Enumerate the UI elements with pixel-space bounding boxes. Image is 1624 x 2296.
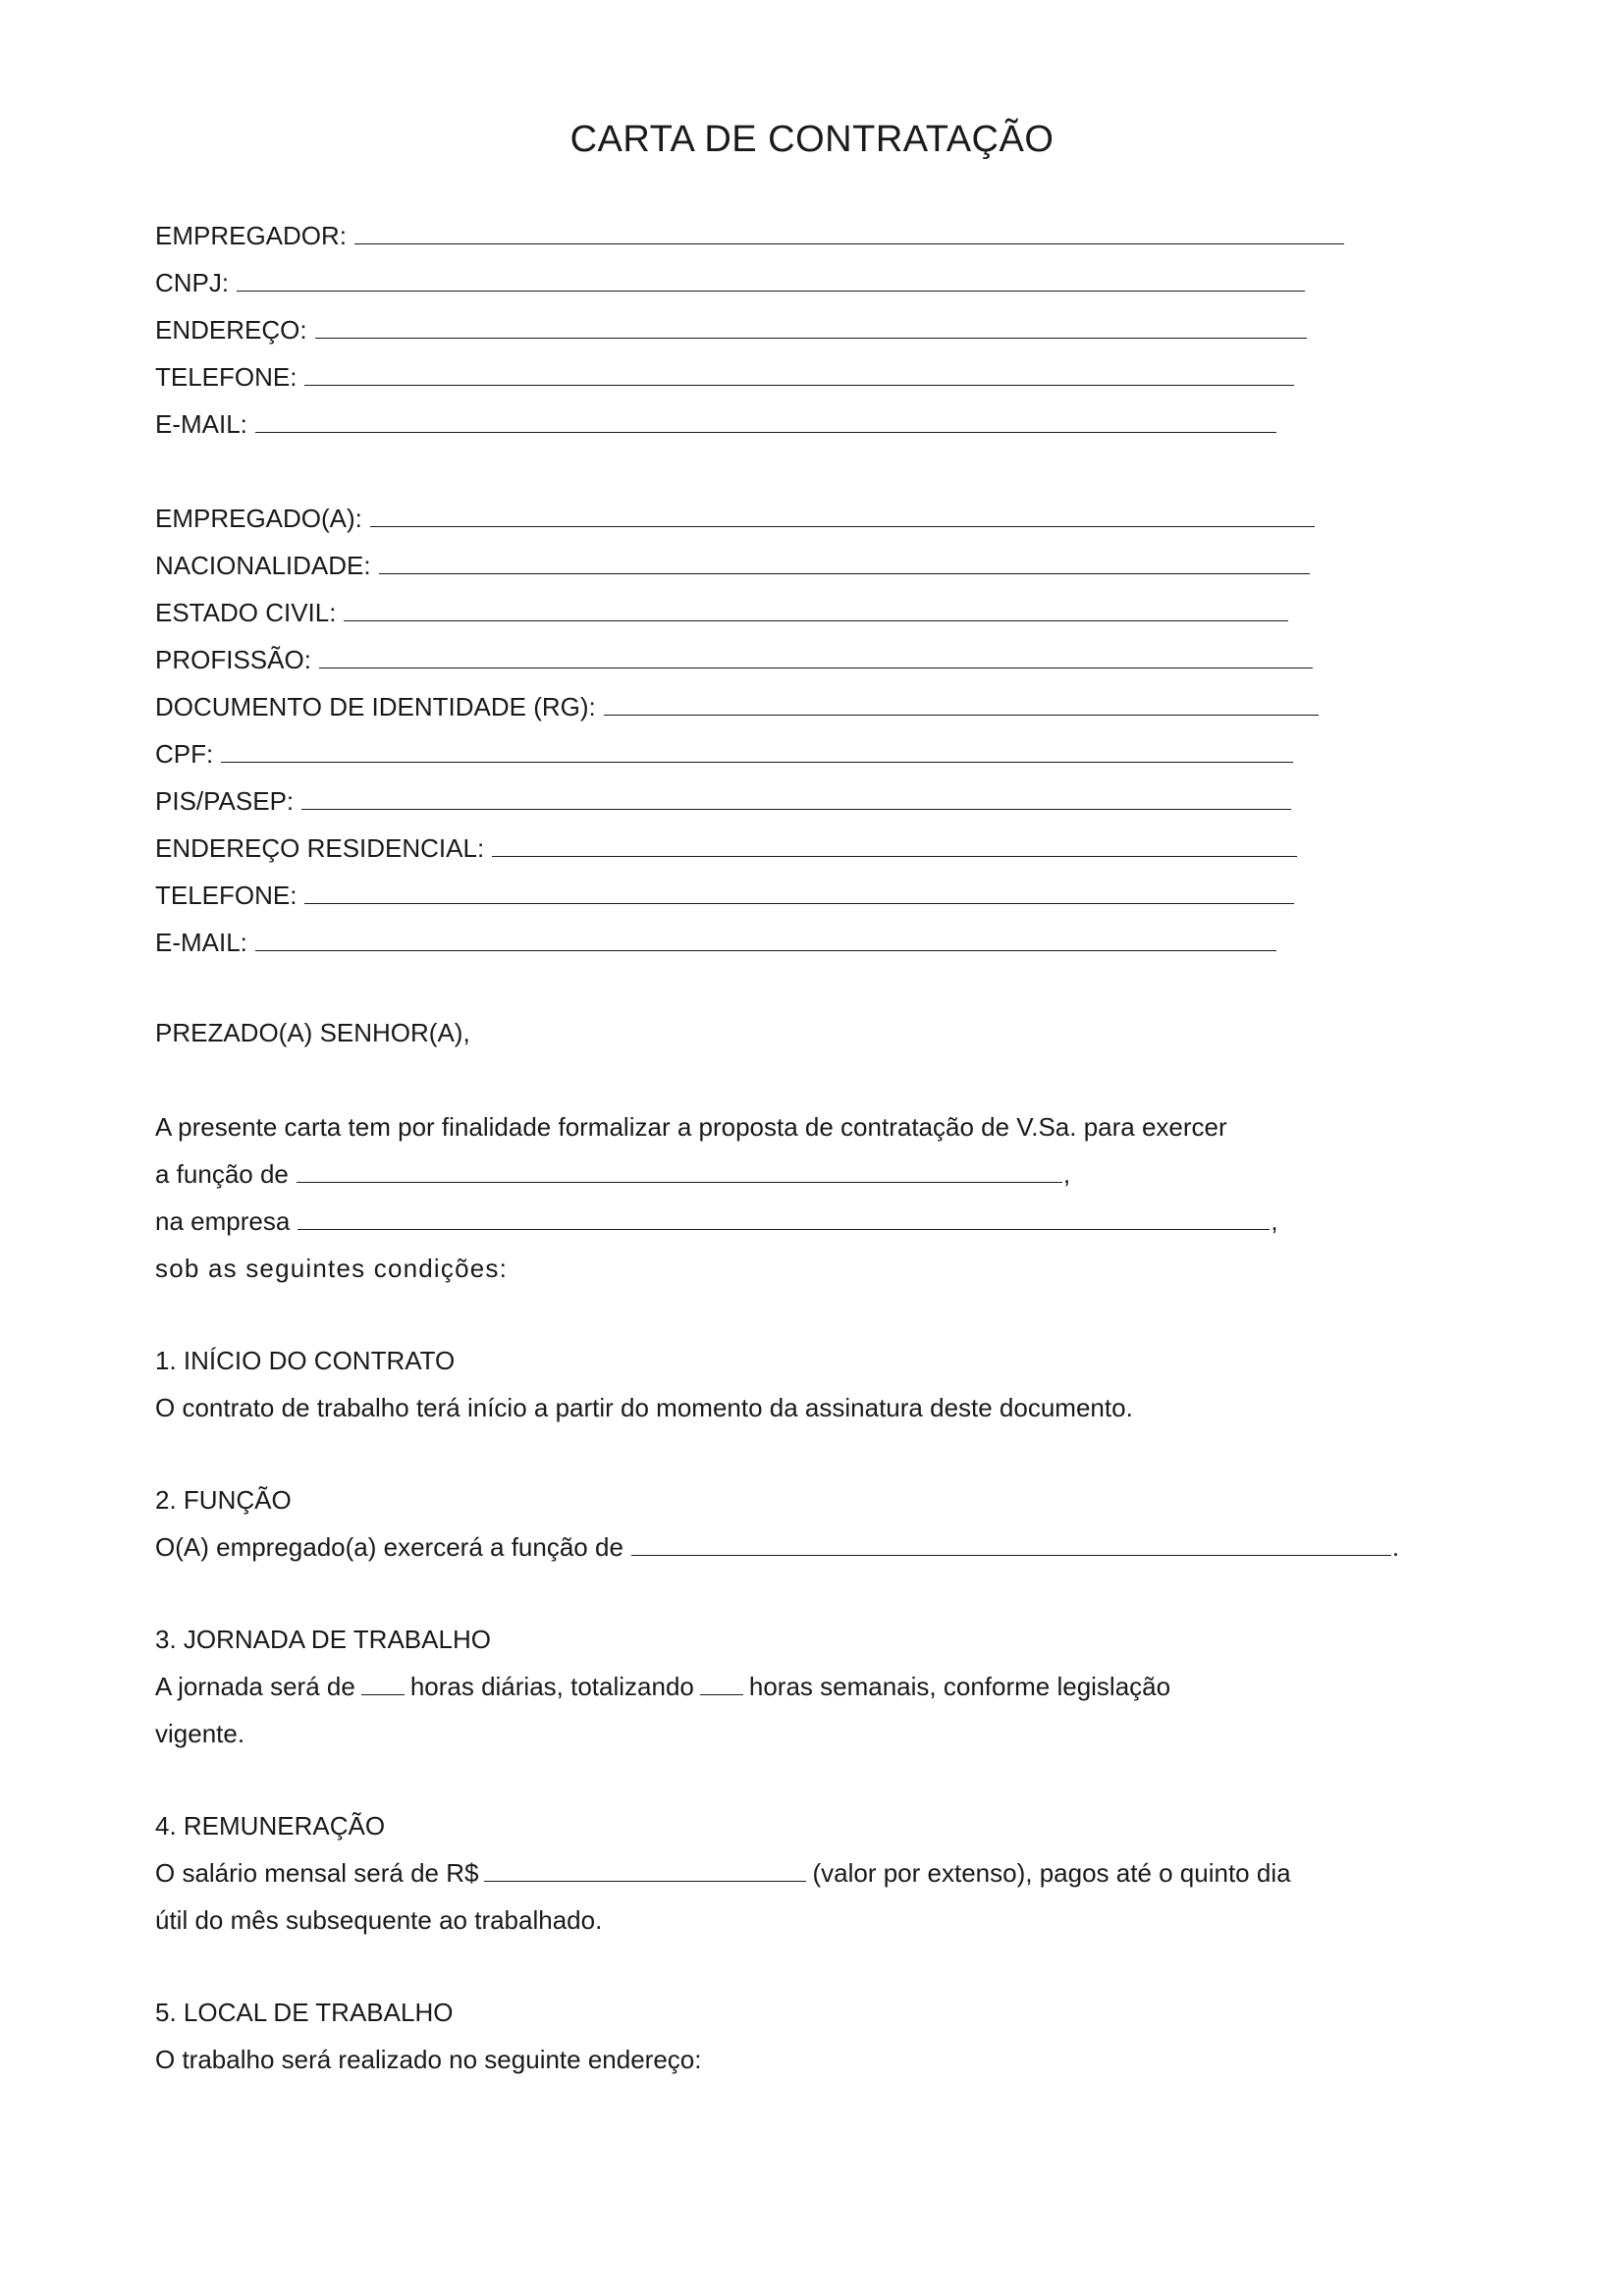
employee-pis-row — [155, 781, 1291, 821]
employer-phone-label: TELEFONE: — [155, 362, 298, 392]
section-3-body-line-2 — [155, 1714, 244, 1753]
intro-function-field[interactable] — [297, 1162, 1062, 1183]
employee-home-address-field[interactable] — [492, 836, 1297, 857]
section-2-function-field[interactable] — [631, 1535, 1391, 1556]
section-3-heading — [155, 1620, 491, 1659]
section-3-text-part-3: horas semanais, conforme legislação — [748, 1672, 1171, 1701]
section-4-heading-text: 4. REMUNERAÇÃO — [155, 1811, 386, 1841]
employee-home-address-label: ENDEREÇO RESIDENCIAL: — [155, 833, 485, 863]
section-4-body-line-1 — [155, 1853, 1291, 1893]
employer-address-row — [155, 310, 1307, 349]
employer-address-field[interactable] — [315, 318, 1307, 339]
employee-rg-row — [155, 687, 1319, 726]
section-4-body-line-2 — [155, 1900, 602, 1940]
employer-phone-row — [155, 357, 1294, 397]
section-5-heading — [155, 1993, 453, 2032]
section-3-text-line-2: vigente. — [155, 1719, 245, 1748]
employee-cpf-label: CPF: — [155, 739, 214, 769]
employer-email-row — [155, 404, 1276, 444]
employee-profession-label: PROFISSÃO: — [155, 645, 311, 674]
salary-amount-field[interactable] — [484, 1861, 806, 1882]
employee-name-field[interactable] — [370, 507, 1315, 527]
section-3-body-line-1 — [155, 1667, 1170, 1706]
intro-company-comma: , — [1271, 1206, 1278, 1236]
employee-name-label: EMPREGADO(A): — [155, 504, 362, 533]
employee-email-label: E-MAIL: — [155, 928, 247, 957]
employee-nationality-label: NACIONALIDADE: — [155, 551, 371, 580]
intro-function-label: a função de — [155, 1159, 289, 1189]
section-1-heading — [155, 1341, 455, 1380]
section-1-body-text: O contrato de trabalho terá início a partir do momento da assinatura deste documento. — [155, 1393, 1133, 1422]
employer-name-row — [155, 216, 1344, 255]
section-4-heading — [155, 1806, 385, 1845]
employee-name-row — [155, 499, 1315, 538]
employee-marital-status-label: ESTADO CIVIL: — [155, 598, 337, 627]
employee-email-field[interactable] — [255, 931, 1276, 951]
intro-function-row — [155, 1154, 1070, 1194]
employee-nationality-field[interactable] — [379, 554, 1310, 574]
employee-phone-label: TELEFONE: — [155, 881, 298, 910]
section-4-text-part-1: O salário mensal será de R$ — [155, 1858, 479, 1888]
section-5-heading-text: 5. LOCAL DE TRABALHO — [155, 1998, 454, 2027]
section-1-heading-text: 1. INÍCIO DO CONTRATO — [155, 1346, 456, 1375]
intro-line-4 — [155, 1249, 508, 1288]
greeting-text: PREZADO(A) SENHOR(A), — [155, 1018, 470, 1047]
employer-name-label: EMPREGADOR: — [155, 221, 348, 250]
intro-text-1: A presente carta tem por finalidade formalizar a proposta de contratação de V.Sa. para exercer — [155, 1112, 1227, 1142]
employee-marital-status-row — [155, 593, 1288, 632]
intro-company-field[interactable] — [298, 1209, 1270, 1230]
section-2-heading-text: 2. FUNÇÃO — [155, 1485, 292, 1515]
section-3-text-part-1: A jornada será de — [155, 1672, 355, 1701]
greeting — [155, 1013, 470, 1052]
section-2-heading — [155, 1480, 292, 1520]
employee-marital-status-field[interactable] — [344, 601, 1288, 621]
document-title: CARTA DE CONTRATAÇÃO — [569, 119, 1055, 160]
section-4-text-part-2: (valor por extenso), pagos até o quinto dia — [812, 1858, 1291, 1888]
employee-home-address-row — [155, 828, 1297, 868]
employee-rg-field[interactable] — [604, 695, 1319, 716]
employer-address-label: ENDEREÇO: — [155, 315, 307, 345]
section-2-period: . — [1391, 1532, 1400, 1562]
section-2-body-text: O(A) empregado(a) exercerá a função de — [155, 1532, 623, 1562]
employer-cnpj-row — [155, 263, 1305, 302]
intro-text-4: sob as seguintes condições: — [155, 1254, 509, 1283]
section-3-text-part-2: horas diárias, totalizando — [409, 1672, 694, 1701]
weekly-hours-field[interactable] — [700, 1675, 743, 1695]
intro-company-label: na empresa — [155, 1206, 291, 1236]
employee-pis-field[interactable] — [301, 789, 1291, 810]
section-3-heading-text: 3. JORNADA DE TRABALHO — [155, 1625, 491, 1654]
section-4-text-line-2: útil do mês subsequente ao trabalhado. — [155, 1905, 603, 1935]
employee-cpf-row — [155, 734, 1293, 774]
employee-profession-row — [155, 640, 1313, 679]
intro-company-row — [155, 1201, 1278, 1241]
employee-phone-field[interactable] — [304, 883, 1294, 904]
intro-line-1 — [155, 1107, 1227, 1147]
employee-cpf-field[interactable] — [221, 742, 1293, 763]
section-2-body — [155, 1527, 1399, 1567]
section-5-body-text: O trabalho será realizado no seguinte endereço: — [155, 2045, 702, 2074]
employer-cnpj-field[interactable] — [237, 271, 1305, 292]
section-5-body — [155, 2040, 701, 2079]
employee-phone-row — [155, 876, 1294, 915]
employer-cnpj-label: CNPJ: — [155, 268, 230, 297]
section-1-body — [155, 1388, 1133, 1427]
intro-function-comma: , — [1062, 1159, 1071, 1189]
employee-pis-label: PIS/PASEP: — [155, 786, 295, 816]
employer-email-label: E-MAIL: — [155, 409, 247, 439]
employee-nationality-row — [155, 546, 1310, 585]
employer-phone-field[interactable] — [304, 365, 1294, 386]
employee-profession-field[interactable] — [319, 648, 1313, 668]
employee-email-row — [155, 923, 1276, 962]
employer-name-field[interactable] — [354, 224, 1344, 244]
employee-rg-label: DOCUMENTO DE IDENTIDADE (RG): — [155, 692, 596, 721]
employer-email-field[interactable] — [255, 412, 1276, 433]
daily-hours-field[interactable] — [361, 1675, 405, 1695]
